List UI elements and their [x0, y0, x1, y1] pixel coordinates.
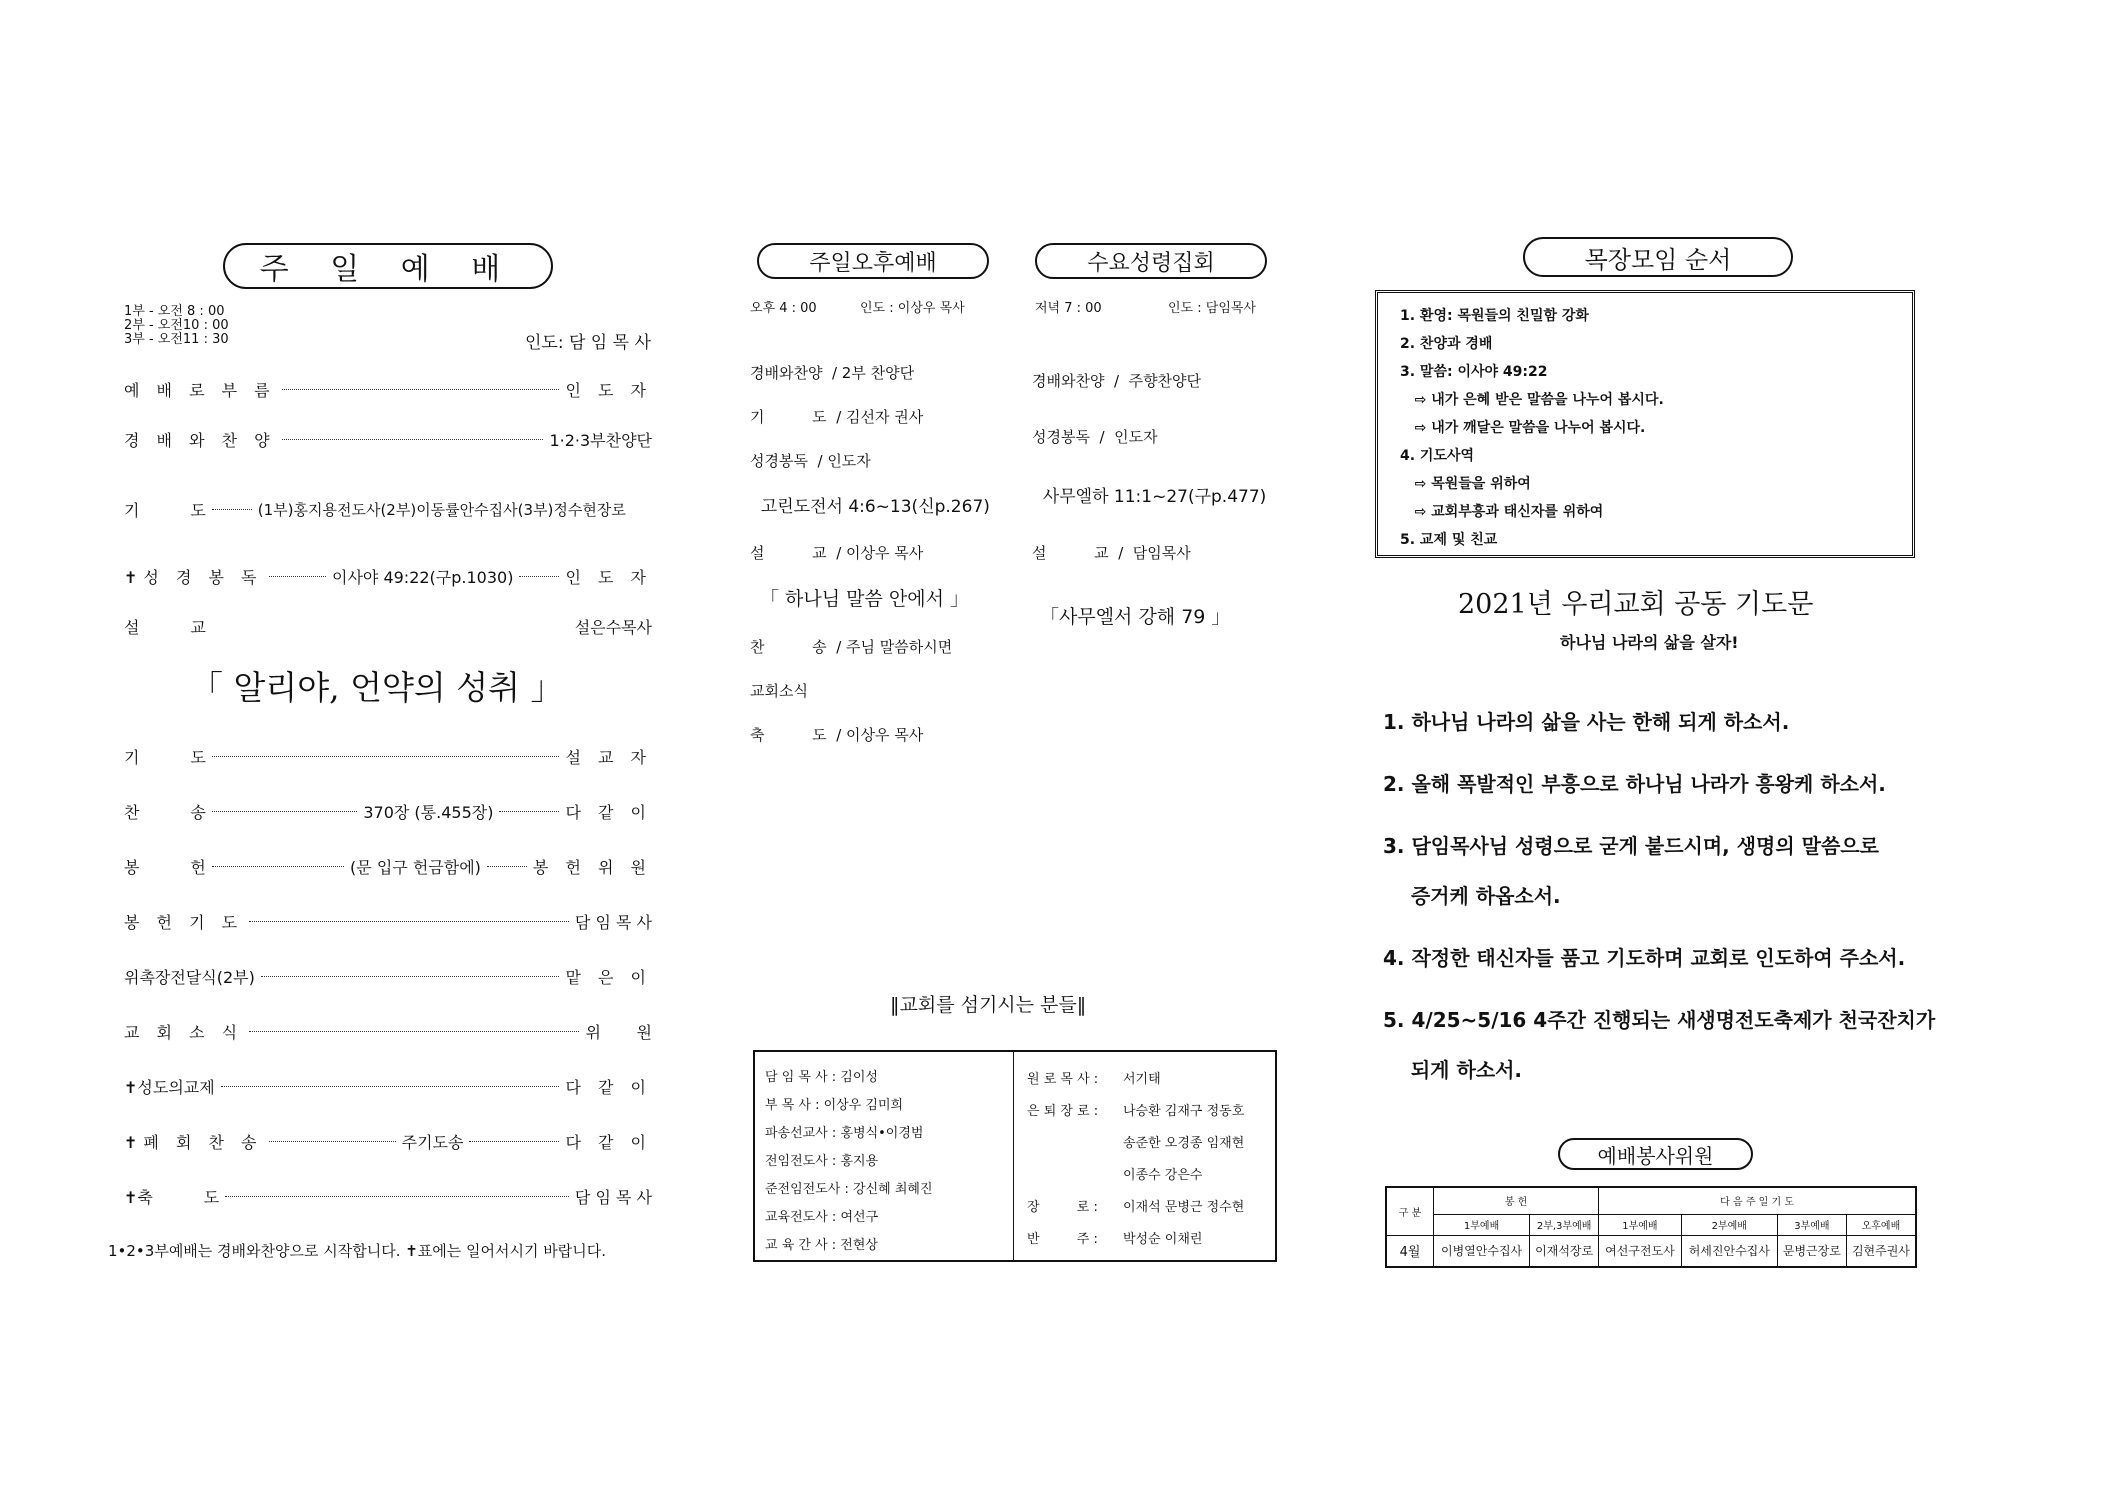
time-1: 1부 - 오전 8 : 00 [124, 304, 225, 319]
order-item [124, 565, 652, 588]
sunday-times [124, 305, 229, 347]
wednesday-time: 저녁 7 : 00 [1035, 301, 1102, 316]
order-right: 인 도 자 [565, 568, 652, 587]
order-item [124, 910, 652, 933]
service-name: 허세진안수집사 [1681, 1235, 1777, 1267]
order-item [124, 378, 652, 401]
order-right: 다 같 이 [565, 1078, 652, 1097]
afternoon-item: 기 도 / 김선자 권사 [750, 408, 924, 426]
prayer-item: 5. 4/25~5/16 4주간 진행되는 새생명전도축제가 천국잔치가 [1383, 1008, 1936, 1032]
sunday-footnote: 1•2•3부예배는 경배와찬양으로 시작합니다. ✝표에는 일어서시기 바랍니다. [108, 1242, 606, 1260]
order-right: 봉 헌 위 원 [532, 858, 652, 877]
order-right: 맡 은 이 [565, 968, 652, 987]
staff-entry: 부 목 사 : 이상우 김미희 [765, 1098, 904, 1113]
afternoon-title: 주일오후예배 [757, 243, 989, 279]
afternoon-item: 교회소식 [750, 682, 808, 700]
service-sub: 1부예배 [1599, 1214, 1682, 1235]
mokjang-box [1375, 290, 1915, 558]
mokjang-item: ⇨ 내가 깨달은 말씀을 나누어 봅시다. [1400, 420, 1646, 436]
staff-right [1027, 1064, 1244, 1256]
time-3: 3부 - 오전11 : 30 [124, 332, 229, 347]
order-middle: (문 입구 헌금함에) [350, 858, 481, 877]
mokjang-item: 3. 말씀: 이사야 49:22 [1400, 364, 1548, 380]
order-item [124, 855, 652, 878]
wednesday-leader: 인도 : 담임목사 [1168, 301, 1256, 316]
order-label: 위촉장전달식(2부) [124, 968, 255, 987]
prayer-item: 1. 하나님 나라의 삶을 사는 한해 되게 하소서. [1383, 710, 1790, 734]
mokjang-item: ⇨ 교회부흥과 태신자를 위하여 [1400, 504, 1604, 520]
prayer-item: 되게 하소서. [1383, 1058, 1523, 1082]
staff-entry: 준전임전도사 : 강신혜 최혜진 [765, 1182, 933, 1197]
prayer-item: 4. 작정한 태신자들 품고 기도하며 교회로 인도하여 주소서. [1383, 946, 1906, 970]
order-right: 다 같 이 [565, 803, 652, 822]
order-item [124, 498, 652, 521]
sunday-title: 주 일 예 배 [223, 243, 553, 289]
order-item [124, 965, 652, 988]
wednesday-item: 성경봉독 / 인도자 [1032, 428, 1158, 446]
order-label: 봉 헌 기 도 [124, 913, 244, 932]
mokjang-item: 4. 기도사역 [1400, 448, 1475, 464]
staff-left [765, 1064, 933, 1260]
order-right: 인 도 자 [565, 381, 652, 400]
order-item [124, 1185, 652, 1208]
afternoon-item: 설 교 / 이상우 목사 [750, 544, 924, 562]
service-name: 여선구전도사 [1599, 1235, 1682, 1267]
order-right: 담 임 목 사 [574, 913, 652, 932]
order-label: 설 교 [124, 618, 206, 637]
staff-entry: 장 로 : 이재석 문병근 정수현 [1027, 1200, 1245, 1215]
order-label: 찬 송 [124, 803, 206, 822]
staff-entry: 은 퇴 장 로 : 나승환 김재구 정동호 [1027, 1104, 1245, 1119]
service-head-prayer: 다 음 주 일 기 도 [1599, 1187, 1916, 1214]
order-right: 설 교 자 [565, 748, 652, 767]
afternoon-sermon: 「 하나님 말씀 안에서 」 [760, 588, 969, 610]
mokjang-item: ⇨ 목원들을 위하여 [1400, 476, 1531, 492]
afternoon-item: 축 도 / 이상우 목사 [750, 726, 924, 744]
order-right: 위 원 [585, 1023, 652, 1042]
order-item [124, 1075, 652, 1098]
staff-entry: 전임전도사 : 홍지용 [765, 1154, 879, 1169]
staff-box [753, 1050, 1277, 1262]
staff-title: ‖교회를 섬기시는 분들‖ [890, 994, 1087, 1016]
sermon-title: 「 알리야, 언약의 성취 」 [190, 668, 564, 707]
order-right: 설은수목사 [574, 618, 652, 637]
order-middle: 이사야 49:22(구p.1030) [331, 568, 514, 587]
order-item [124, 800, 652, 823]
service-table [1385, 1186, 1917, 1268]
order-middle: (1부)홍지용전도사(2부)이동률안수집사(3부)정수현장로 [257, 501, 626, 519]
staff-divider [1013, 1052, 1014, 1260]
service-head-gubun: 구 분 [1386, 1187, 1434, 1235]
service-name: 이재석장로 [1530, 1235, 1599, 1267]
order-item [124, 1130, 652, 1153]
order-label: 예 배 로 부 름 [124, 381, 276, 400]
order-label: ✝폐 회 찬 송 [124, 1133, 263, 1152]
prayer-title: 2021년 우리교회 공동 기도문 [1458, 589, 1814, 620]
mokjang-item: 2. 찬양과 경배 [1400, 336, 1493, 352]
order-middle: 주기도송 [401, 1133, 464, 1152]
afternoon-item: 찬 송 / 주님 말씀하시면 [750, 638, 953, 656]
service-sub: 2부,3부예배 [1530, 1214, 1599, 1235]
order-label: 봉 헌 [124, 858, 206, 877]
staff-entry: 교 육 간 사 : 전현상 [765, 1238, 878, 1253]
service-month: 4월 [1386, 1235, 1434, 1267]
order-right: 1·2·3부찬양단 [549, 431, 652, 450]
wednesday-item: 사무엘하 11:1~27(구p.477) [1032, 487, 1267, 507]
afternoon-item: 경배와찬양 / 2부 찬양단 [750, 364, 915, 382]
order-label: 기 도 [124, 501, 206, 520]
wednesday-title: 수요성령집회 [1035, 243, 1267, 279]
order-label: ✝성 경 봉 독 [124, 568, 263, 587]
order-label: ✝성도의교제 [124, 1078, 215, 1097]
wednesday-item: 설 교 / 담임목사 [1032, 544, 1191, 562]
time-2: 2부 - 오전10 : 00 [124, 318, 229, 333]
service-name: 김현주권사 [1846, 1235, 1916, 1267]
sunday-leader: 인도: 담 임 목 사 [525, 333, 651, 353]
order-right: 다 같 이 [565, 1133, 652, 1152]
mokjang-item: 5. 교제 및 친교 [1400, 532, 1498, 548]
staff-entry: 담 임 목 사 : 김이성 [765, 1070, 878, 1085]
order-middle: 370장 (통.455장) [363, 803, 494, 822]
staff-entry: 파송선교사 : 홍병식•이경범 [765, 1126, 924, 1141]
order-label: 경 배 와 찬 양 [124, 431, 276, 450]
afternoon-item: 성경봉독 / 인도자 [750, 452, 871, 470]
afternoon-leader: 인도 : 이상우 목사 [860, 301, 965, 316]
mokjang-title: 목장모임 순서 [1523, 237, 1793, 277]
order-item [124, 428, 652, 451]
wednesday-item: 경배와찬양 / 주향찬양단 [1032, 372, 1202, 390]
order-right: 담 임 목 사 [574, 1188, 652, 1207]
afternoon-time: 오후 4 : 00 [750, 301, 817, 316]
wednesday-sermon: 「사무엘서 강해 79 」 [1040, 606, 1231, 628]
staff-entry: 원 로 목 사 : 서기태 [1027, 1072, 1161, 1087]
service-sub: 1부예배 [1434, 1214, 1530, 1235]
staff-entry: 이종수 강은수 [1123, 1168, 1203, 1183]
prayer-item: 3. 담임목사님 성령으로 굳게 붙드시며, 생명의 말씀으로 [1383, 834, 1879, 858]
service-name: 이병열안수집사 [1434, 1235, 1530, 1267]
mokjang-item: 1. 환영: 목원들의 친밀함 강화 [1400, 308, 1589, 324]
prayer-item: 2. 올해 폭발적인 부흥으로 하나님 나라가 흥왕케 하소서. [1383, 772, 1886, 796]
service-name: 문병근장로 [1777, 1235, 1846, 1267]
staff-entry: 반 주 : 박성순 이채린 [1027, 1232, 1203, 1247]
service-head-offering: 봉 헌 [1434, 1187, 1599, 1214]
prayer-item: 증거케 하옵소서. [1383, 884, 1561, 908]
service-sub: 오후예배 [1846, 1214, 1916, 1235]
service-sub: 3부예배 [1777, 1214, 1846, 1235]
order-item [124, 615, 652, 638]
prayer-subtitle: 하나님 나라의 삶을 살자! [1560, 633, 1739, 652]
order-label: 교 회 소 식 [124, 1023, 244, 1042]
staff-entry: 송준한 오경종 임재현 [1123, 1136, 1245, 1151]
order-item [124, 1020, 652, 1043]
order-item [124, 745, 652, 768]
mokjang-item: ⇨ 내가 은혜 받은 말씀을 나누어 봅시다. [1400, 392, 1664, 408]
order-label: ✝축 도 [124, 1188, 220, 1207]
afternoon-item: 고린도전서 4:6~13(신p.267) [750, 497, 990, 517]
staff-entry: 교육전도사 : 여선구 [765, 1210, 879, 1225]
order-label: 기 도 [124, 748, 206, 767]
service-sub: 2부예배 [1681, 1214, 1777, 1235]
service-title: 예배봉사위원 [1558, 1138, 1753, 1170]
